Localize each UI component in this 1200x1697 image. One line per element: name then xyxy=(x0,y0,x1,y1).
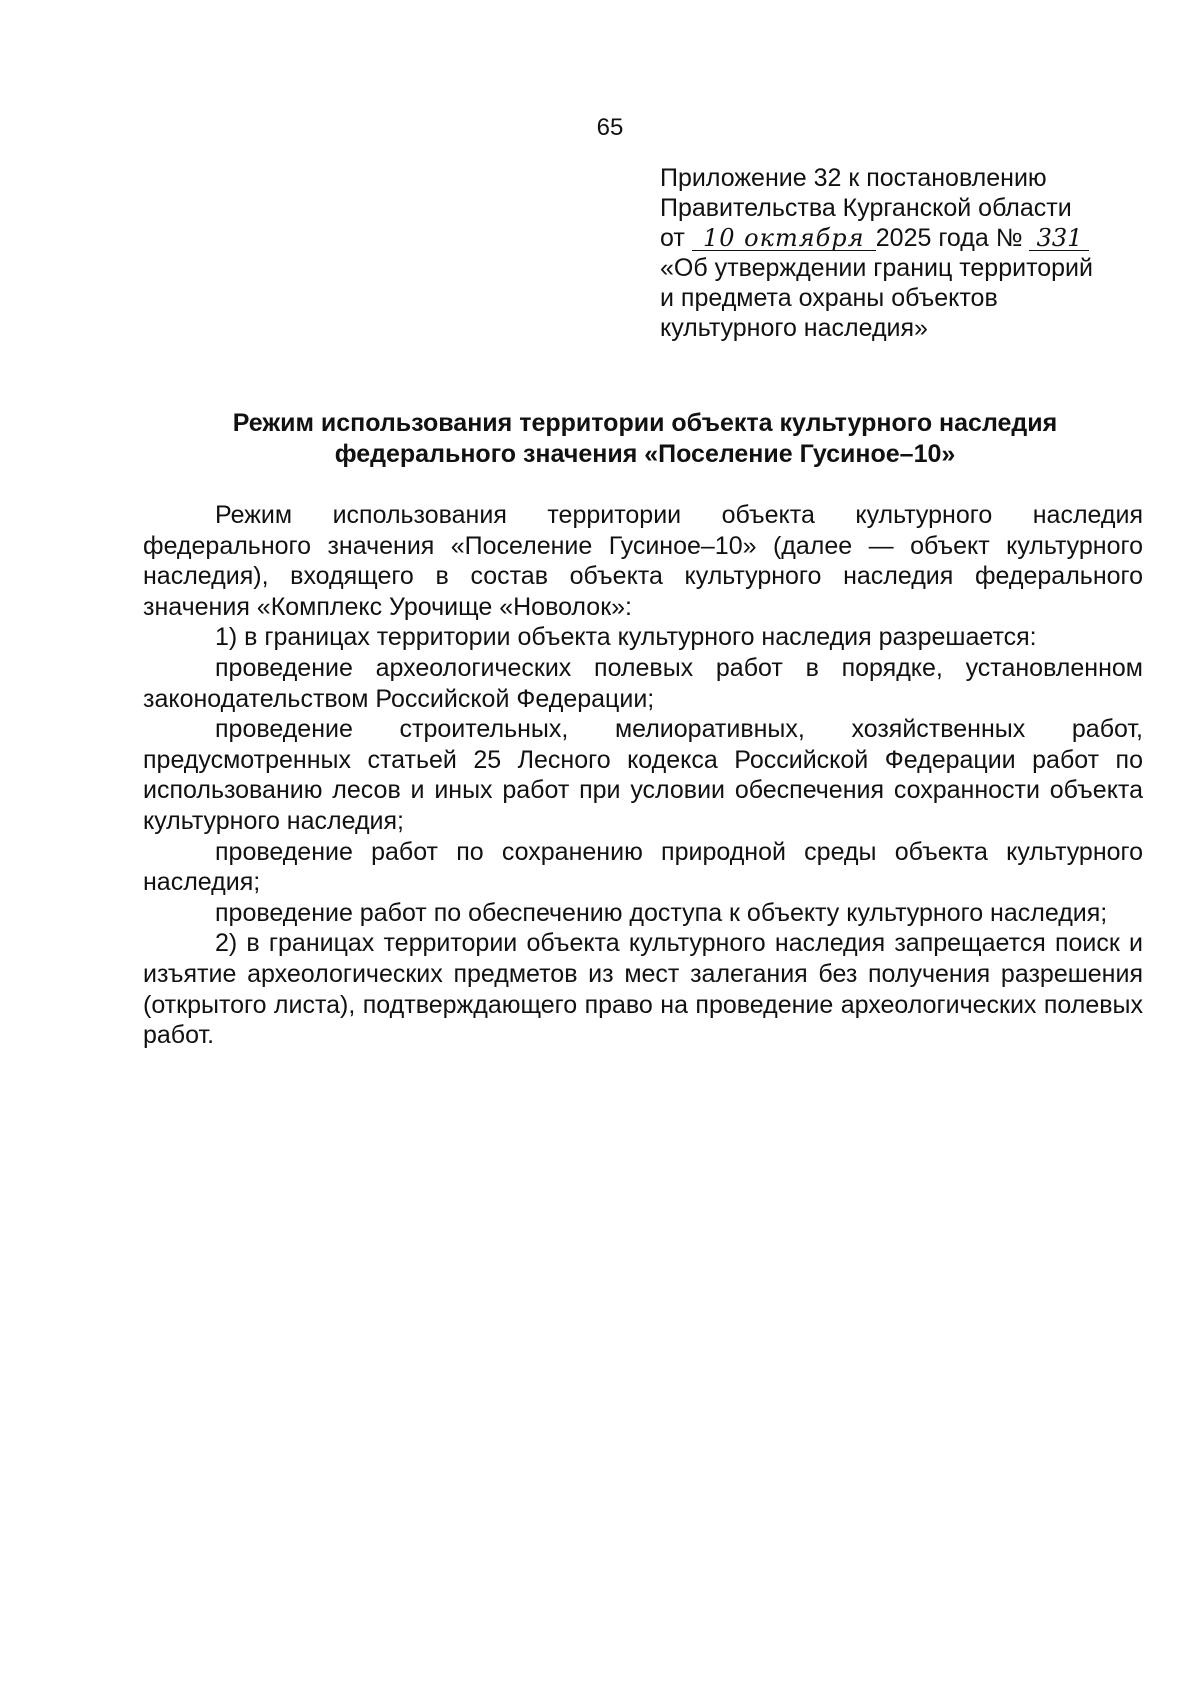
appendix-line-5: и предмета охраны объектов xyxy=(660,284,998,312)
paragraph: проведение работ по сохранению природной среды объекта культурного наследия; xyxy=(143,837,1143,897)
year-label: 2025 года № xyxy=(875,224,1023,252)
page-number: 65 xyxy=(596,114,624,141)
handwritten-number: 331 xyxy=(1029,226,1089,251)
appendix-line-6: культурного наследия» xyxy=(660,314,928,342)
paragraph: 1) в границах территории объекта культурного наследия разрешается: xyxy=(215,623,1037,652)
appendix-line-4: «Об утверждении границ территорий xyxy=(660,254,1093,282)
from-label: от xyxy=(660,224,685,252)
paragraph: 2) в границах территории объекта культурного наследия запрещается поиск и изъятие археологических предметов из мест залегания без получения разрешения (открытого листа), подтверждающего право на проведение археологических полевых работ. xyxy=(143,929,1143,1050)
paragraph: проведение археологических полевых работ в порядке, установленном законодательством Российской Федерации; xyxy=(143,653,1143,713)
paragraph: проведение работ по обеспечению доступа к объекту культурного наследия; xyxy=(215,898,1108,927)
appendix-header xyxy=(660,163,1180,343)
appendix-line-1: Приложение 32 к постановлению xyxy=(660,164,1047,192)
document-title xyxy=(140,408,1150,470)
paragraph: проведение строительных, мелиоративных, хозяйственных работ, предусмотренных статьей 25 Лесного кодекса Российской Федерации работ по использованию лесов и иных работ при условии обеспечения сохранности объекта культурного наследия; xyxy=(143,715,1143,835)
paragraph: Режим использования территории объекта культурного наследия федерального значения «Поселение Гусиное–10» (далее — объект культурного наследия), входящего в состав объекта культурного наследия федерального значения «Комплекс Урочище «Новолок»: xyxy=(143,501,1143,621)
handwritten-date: 10 октября xyxy=(692,226,876,251)
appendix-date-line xyxy=(660,223,1180,253)
title-line-1: Режим использования территории объекта культурного наследия xyxy=(232,409,1058,437)
appendix-line-2: Правительства Курганской области xyxy=(660,194,1072,222)
title-line-2: федерального значения «Поселение Гусиное–10» xyxy=(334,440,956,468)
document-body xyxy=(143,500,1143,1051)
